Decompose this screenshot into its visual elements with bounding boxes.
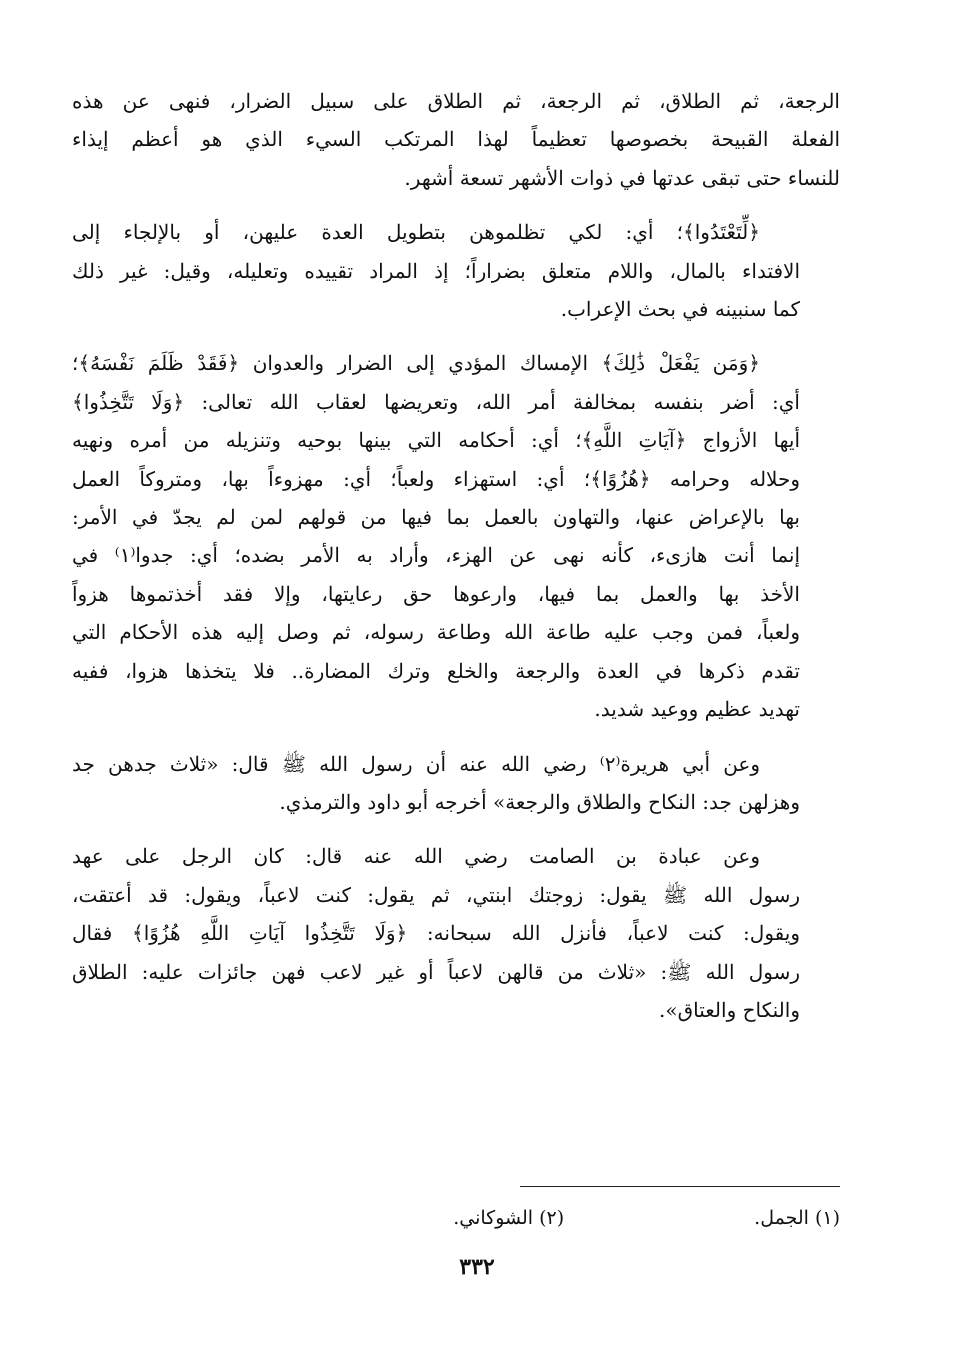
text-line: وحلاله وحرامه ﴿هُزُوًا﴾؛ أي: استهزاء ولعباً؛ أي: مهزوءاً بها، ومتروكاً العمل [72,466,800,491]
text-line: ﴿وَمَن يَفْعَلْ ذَٰلِكَ﴾ الإمساك المؤدي إلى الضرار والعدوان ﴿فَقَدْ ظَلَمَ نَفْسَهُ﴾؛ [72,351,760,376]
body-text [72,82,840,1045]
footnote-1: (١) الجمل. [754,1207,840,1229]
text-line: ويقول: كنت لاعباً، فأنزل الله سبحانه: ﴿وَلَا تَتَّخِذُوا آيَاتِ اللَّهِ هُزُوًا﴾ فقال [72,921,800,946]
text-line: ﴿لِّتَعْتَدُوا﴾؛ أي: لكي تظلموهن بتطويل العدة عليهن، أو بالإلجاء إلى [72,220,760,245]
footnote-2: (٢) الشوكاني. [453,1207,565,1229]
paragraph [72,213,840,328]
paragraph [72,745,840,822]
text-line: وعن أبي هريرة⁽٢⁾ رضي الله عنه أن رسول الله ﷺ قال: «ثلاث جدهن جد [72,751,761,776]
text-line: أيها الأزواج ﴿آيَاتِ اللَّهِ﴾؛ أي: أحكامه التي بينها بوحيه وتنزيله من أمره ونهيه [72,428,800,453]
text-line: تهديد عظيم ووعيد شديد. [594,697,800,722]
footnote-separator [520,1186,840,1187]
text-line: وهزلهن جد: النكاح والطلاق والرجعة» أخرجه أبو داود والترمذي. [279,789,800,814]
text-line: ولعباً، فمن وجب عليه طاعة الله وطاعة رسوله، ثم وصل إليه هذه الأحكام التي [72,620,800,645]
paragraph [72,344,840,728]
text-line: أي: أضر بنفسه بمخالفة أمر الله، وتعريضها لعقاب الله تعالى: ﴿وَلَا تَتَّخِذُوا﴾ [72,389,800,414]
text-line: تقدم ذكرها في العدة والرجعة والخلع وترك المضارة.. فلا يتخذها هزوا، ففيه [72,658,800,683]
paragraph [72,82,840,197]
text-line: الرجعة، ثم الطلاق، ثم الرجعة، ثم الطلاق على سبيل الضرار، فنهى عن هذه [72,89,840,113]
text-line: رسول الله ﷺ يقول: زوجتك ابنتي، ثم يقول: كنت لاعباً، ويقول: قد أعتقت، [72,882,800,907]
text-line: إنما أنت هازىء، كأنه نهى عن الهزء، وأراد به الأمر بضده؛ أي: جدوا⁽١⁾ في [72,543,800,568]
text-line: الفعلة القبيحة بخصوصها تعظيماً لهذا المرتكب السيء الذي هو أعظم إيذاء [72,127,840,152]
text-line: كما سنبينه في بحث الإعراب. [560,297,800,322]
footnotes [220,1204,840,1232]
text-line: الافتداء بالمال، واللام متعلق بضراراً؛ إذ المراد تقييده وتعليله، وقيل: غير ذلك [72,258,800,283]
text-line: رسول الله ﷺ: «ثلاث من قالهن لاعباً أو غير لاعب فهن جائزات عليه: الطلاق [72,959,800,984]
text-line: بها بالإعراض عنها، والتهاون بالعمل بما فيها من قولهم لمن لم يجدّ في الأمر: [72,505,800,530]
paragraph [72,837,840,1029]
text-line: وعن عبادة بن الصامت رضي الله عنه قال: كان الرجل على عهد [72,844,760,869]
text-line: للنساء حتى تبقى عدتها في ذوات الأشهر تسعة أشهر. [404,165,840,190]
text-line: الأخذ بها والعمل بما فيها، وارعوها حق رعايتها، وإلا فقد أخذتموها هزواً [72,581,800,606]
page-number: ٣٣٢ [459,1254,495,1280]
text-line: والنكاح والعتاق». [659,997,800,1022]
